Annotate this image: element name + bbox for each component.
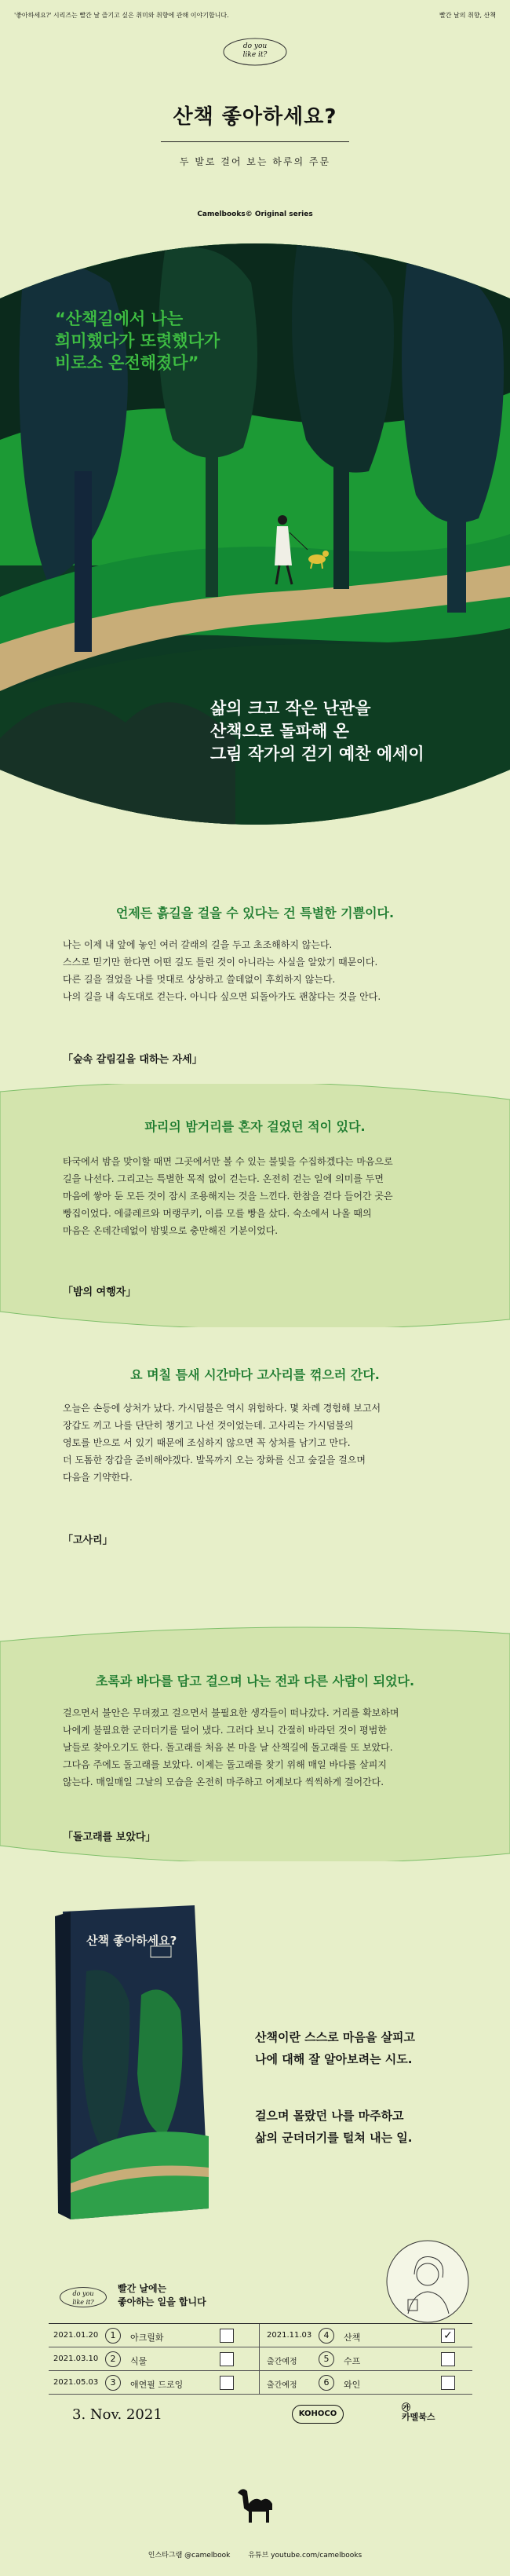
excerpt-line: 마음은 온데간데없이 밤빛으로 충만해진 기분이었다. [63,1225,279,1236]
volume-number: 4 [319,2328,334,2344]
checklist-row [49,2324,472,2347]
page-subtitle: 두 발로 걸어 보는 하루의 주문 [179,156,331,167]
youtube-link[interactable]: 유튜브 youtube.com/camelbooks [248,2552,362,2560]
doyou-line2: like it? [72,2299,94,2306]
excerpt-heading: 초록과 바다를 담고 걸으며 나는 전과 다른 사람이 되었다. [95,1674,415,1689]
release-date: 2021.03.10 [53,2355,99,2363]
volume-checkbox[interactable]: ✓ [441,2329,455,2343]
column-divider [259,2347,260,2370]
brand-logo-camelbooks [402,2403,435,2422]
volume-checkbox[interactable] [220,2329,234,2343]
doyou-line1: do you [242,42,268,50]
excerpt-title: 「숲속 갈림길을 대하는 자세」 [63,1054,202,1066]
series-label: Camelbooks© Original series [197,210,313,218]
excerpt-line: 타국에서 밤을 맞이할 때면 그곳에서만 볼 수 있는 불빛을 수집하겠다는 마음으로 [63,1156,393,1167]
footer-links [0,2549,510,2560]
excerpt-line: 그다음 주에도 돌고래를 보았다. 이제는 돌고래를 찾기 위해 매일 바다를 살피지 [63,1759,387,1770]
excerpt-line: 영토를 반으로 서 있기 때문에 조심하지 않으면 꼭 상처를 남기고 만다. [63,1437,351,1448]
doyou-ellipse-icon [220,36,290,68]
excerpt-line: 마음에 쌓아 둔 모든 것이 잠시 조용해지는 것을 느낀다. 한참을 걷다 들어간 곳은 [63,1191,393,1202]
release-date: 출간예정 [267,2358,297,2366]
publish-date: 3. Nov. 2021 [72,2406,162,2423]
series-note: '좋아하세요?' 시리즈는 빨간 날 즐기고 싶은 취미와 취향에 관해 이야기합니다. [14,12,229,19]
excerpt-line: 빵집이었다. 에클레르와 머랭쿠키, 이름 모를 빵을 샀다. 숙소에서 나올 때의 [63,1208,372,1219]
hero-caption-line: 그림 작가의 걷기 예찬 에세이 [210,745,424,763]
hero-quote-line: 비로소 온전해졌다” [55,353,199,372]
excerpt-line: 다음을 기약한다. [63,1472,133,1483]
brand-mark: ㉮ [402,2402,410,2413]
book-blurb [255,2105,412,2149]
excerpt-title: 「고사리」 [63,1535,113,1546]
volume-checkbox[interactable] [220,2376,234,2390]
book-blurb-line: 나에 대해 잘 알아보려는 시도. [255,2052,413,2066]
volume-title: 수프 [344,2356,361,2366]
hero-quote-line: “산책길에서 나는 [55,309,184,328]
doyou-line2: like it? [242,51,268,59]
book-cover-image [47,1901,220,2230]
hero-quote-line: 희미했다가 또렷했다가 [55,331,220,350]
excerpt-line: 다른 길을 걸었을 나를 멋대로 상상하고 쓸데없이 후회하지 않는다. [63,974,336,985]
page-title: 산책 좋아하세요? [173,105,337,129]
excerpt-line: 나의 길을 내 속도대로 걷는다. 아니다 싶으면 되돌아가도 괜찮다는 것을 안다. [63,991,381,1002]
excerpt-line: 길을 나선다. 그리고는 특별한 목적 없이 걷는다. 온전히 걷는 일에 의미를 두면 [63,1173,384,1184]
excerpt-line: 스스로 믿기만 한다면 어떤 길도 틀린 것이 아니라는 사실을 알았기 때문이다. [63,957,378,968]
excerpt-line: 않는다. 매일매일 그날의 모습을 온전히 마주하고 어제보다 씩씩하게 걸어간다. [63,1776,384,1787]
volume-title: 산책 [344,2333,361,2343]
hero-caption-line: 산책으로 돌파해 온 [210,722,349,741]
brand-logo-kohoco: KOHOCO [292,2405,344,2424]
book-cover-title: 산책 좋아하세요? [86,1934,177,1948]
excerpt-body [63,1400,455,1486]
excerpt-line: 나는 이제 내 앞에 놓인 여러 갈래의 길을 두고 초조해하지 않는다. [63,939,333,950]
excerpt-line: 장갑도 끼고 나를 단단히 챙기고 나선 것이었는데. 고사리는 가시덤불의 [63,1420,354,1431]
series-tag: 빨간 날의 취향, 산책 [439,12,496,19]
volume-number: 5 [319,2351,334,2367]
hobby-checklist [49,2323,472,2395]
camel-logo-icon [231,2482,279,2529]
author-portrait-icon [384,2238,471,2325]
excerpt-line: 날들로 찾아오기도 한다. 돌고래를 처음 본 마을 날 산책길에 돌고래를 또 보았다. [63,1742,393,1753]
checklist-heading-line: 좋아하는 일을 합니다 [118,2296,206,2307]
excerpt-section [0,880,510,1084]
volume-title: 아크릴화 [130,2333,164,2343]
book-blurb-line: 삶의 군더더기를 털쳐 내는 일. [255,2131,413,2145]
excerpt-section [0,1626,510,1861]
excerpt-line: 오늘은 손등에 상처가 났다. 가시덤불은 역시 위험하다. 몇 차례 경험해 보고서 [63,1403,381,1414]
brand-name: 카멜북스 [402,2412,435,2422]
checklist-heading [118,2282,206,2309]
volume-number: 6 [319,2375,334,2391]
instagram-link[interactable]: 인스타그램 @camelbook [148,2552,231,2560]
release-date: 출간예정 [267,2381,297,2390]
excerpt-heading: 언제든 흙길을 걸을 수 있다는 건 특별한 기쁨이다. [115,906,395,920]
column-divider [259,2324,260,2347]
volume-title: 식물 [130,2356,148,2366]
hero-caption [210,697,424,766]
excerpt-body [63,1153,455,1239]
excerpt-body [63,936,455,1005]
book-blurb-line: 걸으며 몰랐던 나를 마주하고 [255,2109,404,2123]
excerpt-body [63,1704,455,1791]
excerpt-line: 더 도톰한 장갑을 준비해야겠다. 발목까지 오는 장화를 신고 숲길을 걸으며 [63,1454,366,1465]
volume-checkbox[interactable] [220,2352,234,2366]
checklist-row [49,2347,472,2371]
title-divider [161,141,349,142]
volume-checkbox[interactable] [441,2352,455,2366]
checklist-heading-line: 빨간 날에는 [118,2283,167,2294]
volume-title: 애연필 드로잉 [130,2380,184,2390]
excerpt-title: 「밤의 여행자」 [63,1286,137,1298]
excerpt-section [0,1335,510,1571]
volume-title: 와인 [344,2380,361,2390]
excerpt-heading: 파리의 밤거리를 혼자 걸었던 적이 있다. [144,1119,366,1134]
doyou-line1: do you [72,2290,94,2297]
book-blurb [255,2026,415,2070]
release-date: 2021.05.03 [53,2378,99,2387]
release-date: 2021.11.03 [267,2331,312,2340]
volume-number: 2 [105,2351,121,2367]
top-bar [0,0,510,31]
volume-number: 3 [105,2375,121,2391]
column-divider [259,2371,260,2394]
book-blurb-line: 산책이란 스스로 마음을 살피고 [255,2030,416,2044]
doyou-badge [60,2287,107,2307]
checklist-row [49,2371,472,2395]
excerpt-title: 「돌고래를 보았다」 [63,1831,156,1843]
excerpt-line: 걸으면서 불안은 무뎌졌고 걸으면서 불필요한 생각들이 떠나갔다. 거리를 확보하며 [63,1707,399,1718]
volume-checkbox[interactable] [441,2376,455,2390]
excerpt-heading: 요 며칠 틈새 시간마다 고사리를 꺾으러 간다. [130,1367,380,1382]
hero-quote [55,308,220,374]
hero-caption-line: 삶의 크고 작은 난관을 [210,699,371,718]
volume-number: 1 [105,2328,121,2344]
excerpt-line: 나에게 불필요한 군더더기를 덜어 냈다. 그러다 보니 간절히 바라던 것이 평범한 [63,1725,387,1736]
excerpt-section [0,1084,510,1327]
release-date: 2021.01.20 [53,2331,99,2340]
